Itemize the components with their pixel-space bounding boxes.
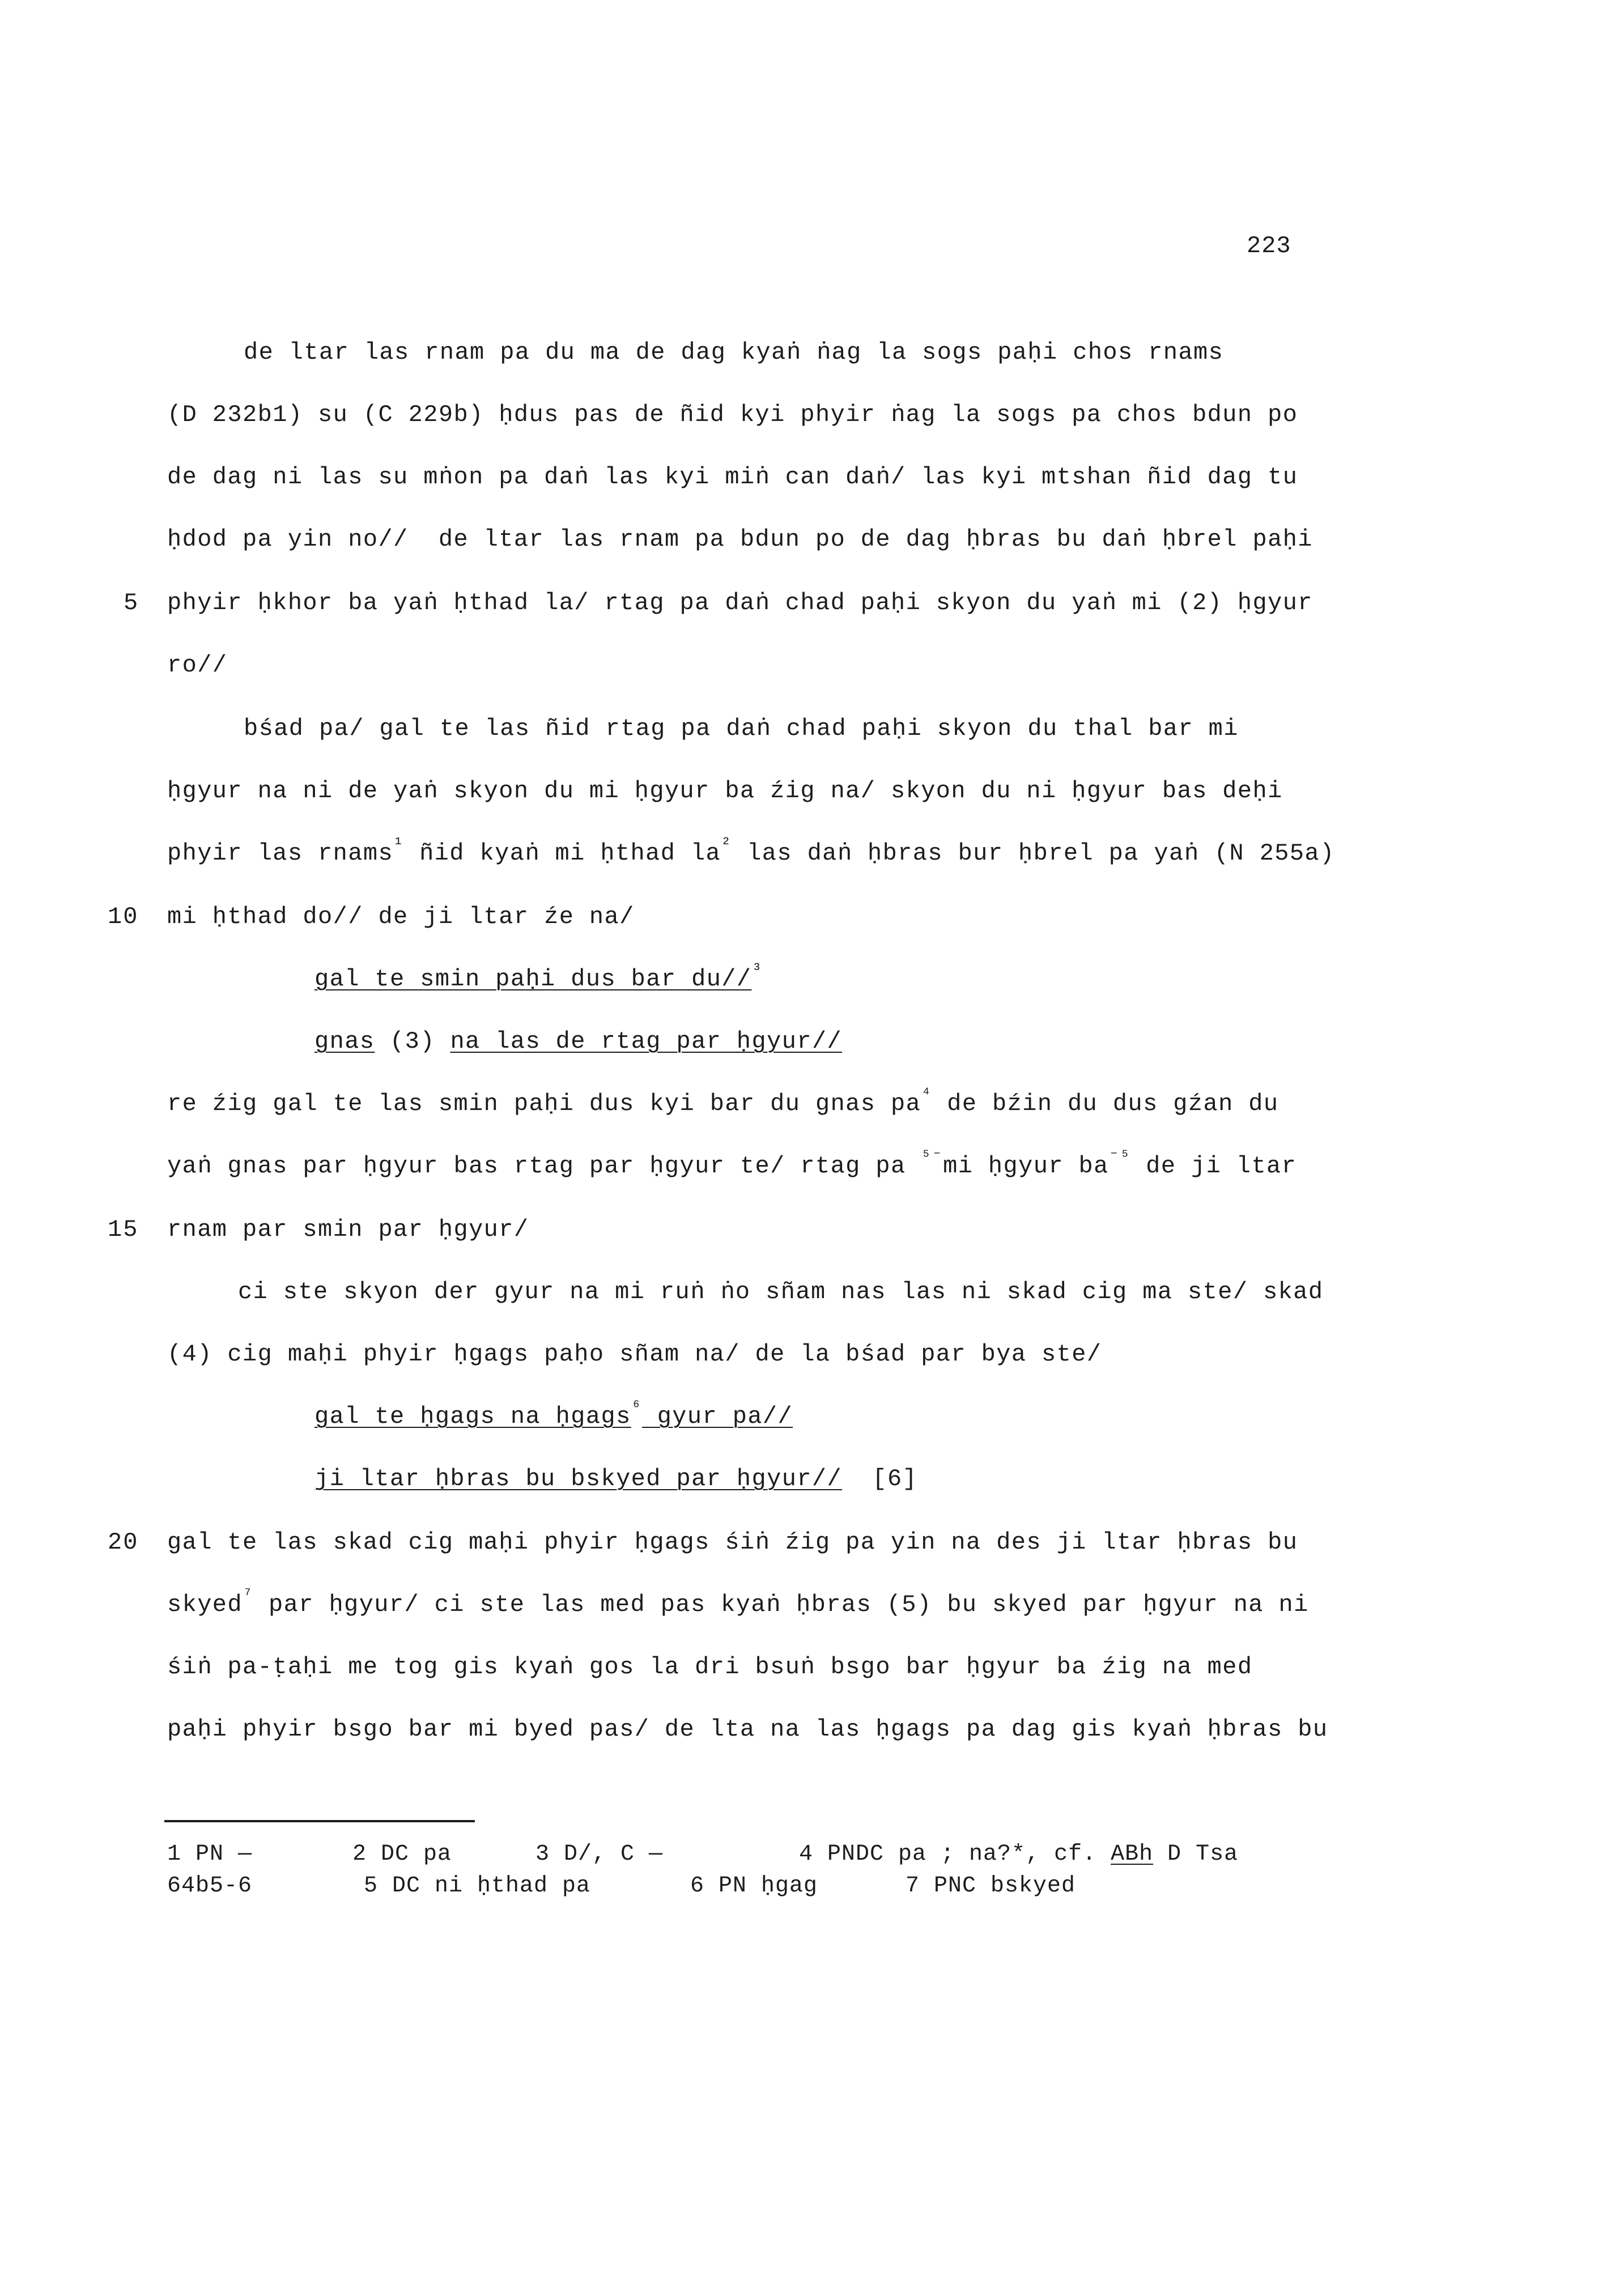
verse-text: gal te smin paḥi dus bar du// bbox=[314, 966, 752, 993]
text-line: de dag ni las su mṅon pa daṅ las kyi miṅ can daṅ/ las kyi mtshan ñid dag tu bbox=[167, 464, 1298, 491]
footnote-ref: ² bbox=[721, 835, 732, 854]
text-line: gal te las skad cig maḥi phyir ḥgags śiṅ źig pa yin na des ji ltar ḥbras bu bbox=[167, 1529, 1298, 1556]
footnote-ref: ¹ bbox=[393, 835, 405, 854]
line-number: 20 bbox=[108, 1529, 139, 1556]
text-segment: ñid kyaṅ mi ḥthad la bbox=[404, 840, 721, 867]
footnote-ref: ³ bbox=[751, 961, 763, 980]
verse-line bbox=[314, 1028, 842, 1055]
text-segment: par ḥgyur/ ci ste las med pas kyaṅ ḥbras (5) bu skyed par ḥgyur na ni bbox=[253, 1591, 1309, 1618]
text-segment: (3) bbox=[375, 1028, 450, 1055]
text-line: mi ḥthad do// de ji ltar źe na/ bbox=[167, 903, 635, 930]
verse-text: gal te ḥgags na ḥgags bbox=[314, 1403, 631, 1430]
footnote-ref: ⁶ bbox=[631, 1398, 643, 1418]
text-line: ro// bbox=[167, 652, 228, 679]
text-line: ḥgyur na ni de yaṅ skyon du mi ḥgyur ba źig na/ skyon du ni ḥgyur bas deḥi bbox=[167, 777, 1283, 805]
text-segment: skyed bbox=[167, 1591, 243, 1618]
text-segment: re źig gal te las smin paḥi dus kyi bar du gnas pa bbox=[167, 1090, 921, 1117]
text-segment: mi ḥgyur ba bbox=[943, 1153, 1109, 1180]
text-segment: phyir las rnams bbox=[167, 840, 394, 867]
text-line: śiṅ pa-ṭaḥi me tog gis kyaṅ gos la dri bsuṅ bsgo bar ḥgyur ba źig na med bbox=[167, 1653, 1253, 1681]
verse-text: ji ltar ḥbras bu bskyed par ḥgyur// bbox=[314, 1465, 843, 1493]
footnote: 6 PN ḥgag bbox=[690, 1873, 818, 1899]
footnote-abbrev: ABh bbox=[1111, 1842, 1154, 1867]
text-line bbox=[167, 1086, 1279, 1117]
footnote: 5 DC ni ḥthad pa bbox=[364, 1873, 591, 1899]
line-number: 5 bbox=[124, 589, 139, 616]
verse-text: na las de rtag par ḥgyur// bbox=[450, 1028, 843, 1055]
line-number: 10 bbox=[108, 903, 139, 930]
text-line: rnam par smin par ḥgyur/ bbox=[167, 1216, 529, 1243]
footnote-text: 4 PNDC pa ; na?*, cf. bbox=[799, 1842, 1111, 1867]
footnote: 1 PN — bbox=[167, 1842, 253, 1867]
footnote-ref: ⁴ bbox=[921, 1086, 932, 1105]
text-line: de ltar las rnam pa du ma de dag kyaṅ ṅag la sogs paḥi chos rnams bbox=[244, 339, 1224, 366]
footnote bbox=[799, 1842, 1238, 1867]
footnote-ref: ⁻⁵ bbox=[1108, 1148, 1131, 1167]
footnote: 2 DC pa bbox=[352, 1842, 452, 1867]
text-line: paḥi phyir bsgo bar mi byed pas/ de lta na las ḥgags pa dag gis kyaṅ ḥbras bu bbox=[167, 1716, 1328, 1743]
page-number: 223 bbox=[1247, 232, 1291, 260]
footnote-divider bbox=[164, 1820, 475, 1822]
footnote-ref: ⁷ bbox=[243, 1587, 254, 1606]
line-number: 15 bbox=[108, 1216, 139, 1243]
text-line: bśad pa/ gal te las ñid rtag pa daṅ chad paḥi skyon du thal bar mi bbox=[244, 715, 1239, 742]
text-line bbox=[167, 835, 1335, 867]
footnote: 64b5-6 bbox=[167, 1873, 253, 1899]
text-segment: yaṅ gnas par ḥgyur bas rtag par ḥgyur te/ rtag pa bbox=[167, 1153, 921, 1180]
footnote: 3 D/, C — bbox=[535, 1842, 664, 1867]
text-segment: de ji ltar bbox=[1130, 1153, 1297, 1180]
text-line: ḥdod pa yin no// de ltar las rnam pa bdun po de dag ḥbras bu daṅ ḥbrel paḥi bbox=[167, 526, 1313, 553]
footnote-text: D Tsa bbox=[1153, 1842, 1239, 1867]
verse-text: gnas bbox=[314, 1028, 375, 1055]
text-line bbox=[167, 1587, 1309, 1618]
text-segment: de bźin du dus gźan du bbox=[932, 1090, 1279, 1117]
text-line: (4) cig maḥi phyir ḥgags paḥo sñam na/ de la bśad par bya ste/ bbox=[167, 1341, 1102, 1368]
text-line: ci ste skyon der gyur na mi ruṅ ṅo sñam nas las ni skad cig ma ste/ skad bbox=[238, 1278, 1324, 1306]
text-line bbox=[167, 1148, 1297, 1180]
footnote: 7 PNC bskyed bbox=[905, 1873, 1076, 1899]
text-segment: las daṅ ḥbras bur ḥbrel pa yaṅ (N 255a) bbox=[732, 840, 1335, 867]
verse-number: [6] bbox=[842, 1465, 918, 1493]
text-line: phyir ḥkhor ba yaṅ ḥthad la/ rtag pa daṅ chad paḥi skyon du yaṅ mi (2) ḥgyur bbox=[167, 589, 1313, 616]
verse-line bbox=[314, 1465, 917, 1493]
verse-line bbox=[314, 961, 763, 993]
text-line: (D 232b1) su (C 229b) ḥdus pas de ñid kyi phyir ṅag la sogs pa chos bdun po bbox=[167, 401, 1298, 428]
footnote-ref: ⁵⁻ bbox=[921, 1148, 943, 1167]
verse-line bbox=[314, 1398, 793, 1430]
verse-text: gyur pa// bbox=[642, 1403, 793, 1430]
